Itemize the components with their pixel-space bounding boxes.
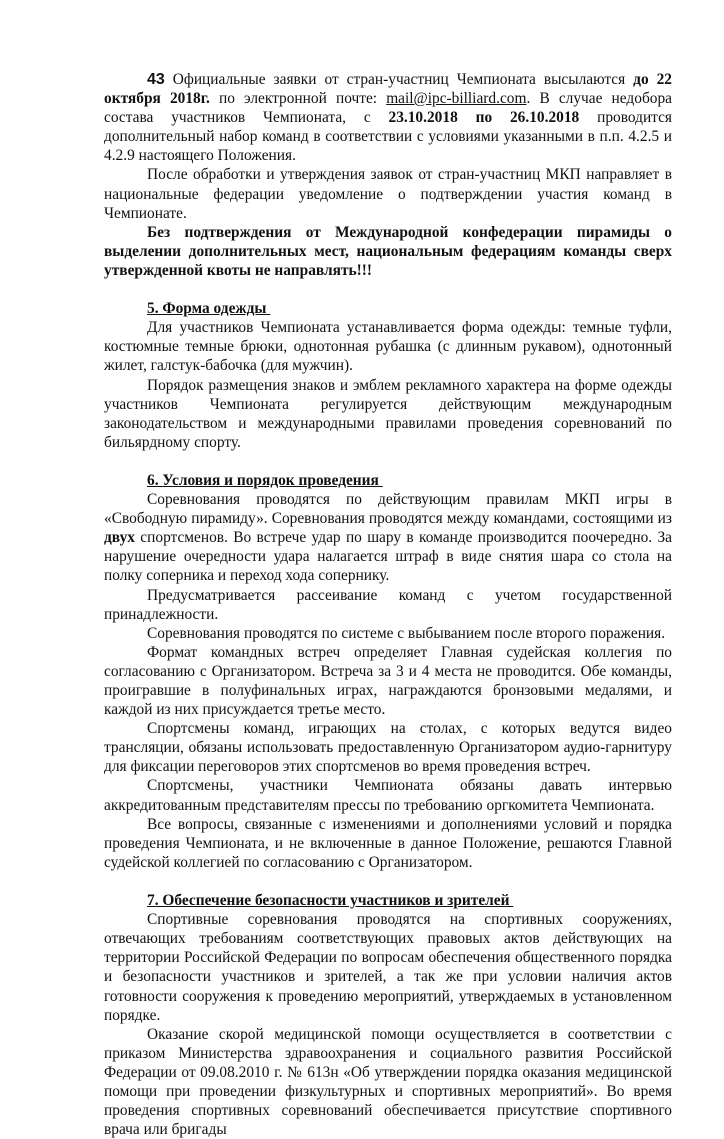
paragraph-advertising: Порядок размещения знаков и эмблем рекламного характера на форме одежды участников Чемпионата регулируется действующим международным законодательством и международными правилами проведения соревнований по бильярдному спорту. [104,376,672,451]
paragraph-format: Формат командных встреч определяет Главная судейская коллегия по согласованию с Организатором. Встреча за 3 и 4 места не проводится. Обе команды, проигравшие в полуфинальных играх, награждаются бронзовыми медалями, и каждой из них присуждается третье место. [104,643,672,719]
section-heading-dress-code: 5. Форма одежды [147,300,271,318]
paragraph-applications: 43 Официальные заявки от стран-участниц Чемпионата высылаются до 22 октября 2018г. по электронной почте: mail@ipc-billiard.com. В случае недобора состава участников Чемпионата, с 23.10.2018 по 26.10.2018 проводится дополнительный набор команд в соответствии с условиями указанными в п.п. 4.2.5 и 4.2.9 настоящего Положения. [104,71,673,165]
paragraph-venues: Спортивные соревнования проводятся на спортивных сооружениях, отвечающих требованиям соответствующих правовых актов действующих на территории Российской Федерации по вопросам обеспечения общественного порядка и безопасности участников и зрителей, а так же при условии наличия актов готовности сооружения к проведению мероприятий, утверждаемых в установленном порядке. [104,911,672,1024]
paragraph-warning: Без подтверждения от Международной конфедерации пирамиды о выделении дополнительных мест, национальным федерациям команды сверх утвержденной квоты не направлять!!! [104,223,672,279]
paragraph-interviews: Спортсмены, участники Чемпионата обязаны давать интервью аккредитованным представителям прессы по требованию оргкомитета Чемпионата. [104,777,672,814]
paragraph-other-questions: Все вопросы, связанные с изменениями и дополнениями условий и порядка проведения Чемпионата, и не включенные в данное Положение, решаются Главной судейской коллегией по согласованию с Организатором. [104,815,672,871]
paragraph-number: 43 [147,71,165,88]
section-heading-conditions: 6. Условия и порядок проведения [147,471,383,489]
paragraph-rules: Соревнования проводятся по действующим правилам МКП игры в «Свободную пирамиду». Соревнования проводятся между командами, состоящими из двух спортсменов. Во встрече удар по шару в команде производится поочередно. За нарушение очередности удара налагается штраф в виде снятия шара со стола на полку соперника и переход хода сопернику. [104,491,672,585]
section-heading-safety: 7. Обеспечение безопасности участников и зрителей [147,892,514,910]
email-link[interactable]: mail@ipc-billiard.com [386,90,527,108]
spacer [104,872,672,891]
paragraph-headsets: Спортсмены команд, играющих на столах, с которых ведутся видео трансляции, обязаны использовать предоставленную Организатором аудио-гарнитуру для фиксации переговоров этих спортсменов во время проведения встреч. [104,720,672,776]
paragraph-system: Соревнования проводятся по системе с выбыванием после второго поражения. [147,624,666,642]
paragraph-confirmation: После обработки и утверждения заявок от стран-участниц МКП направляет в национальные федерации уведомление о подтверждении участия команд в Чемпионате. [104,166,672,222]
paragraph-medical: Оказание скорой медицинской помощи осуществляется в соответствии с приказом Министерства здравоохранения и социального развития Российской Федерации от 09.08.2010 г. № 613н «Об утверждении порядка оказания медицинской помощи при проведении физкультурных и спортивных мероприятий». Во время проведения спортивных соревнований обеспечивается присутствие спортивного врача или бригады [104,1025,672,1139]
document-page [104,70,672,1139]
deadline-date: до 22 октября 2018г. [104,71,672,108]
spacer [104,452,672,471]
additional-period: 23.10.2018 по 26.10.2018 [388,109,580,127]
spacer [104,280,672,299]
paragraph-dress-code: Для участников Чемпионата устанавливается форма одежды: темные туфли, костюмные темные брюки, однотонная рубашка (с длинным рукавом), однотонный жилет, галстук-бабочка (для мужчин). [104,319,672,375]
paragraph-seeding: Предусматривается рассеивание команд с учетом государственной принадлежности. [104,586,672,623]
